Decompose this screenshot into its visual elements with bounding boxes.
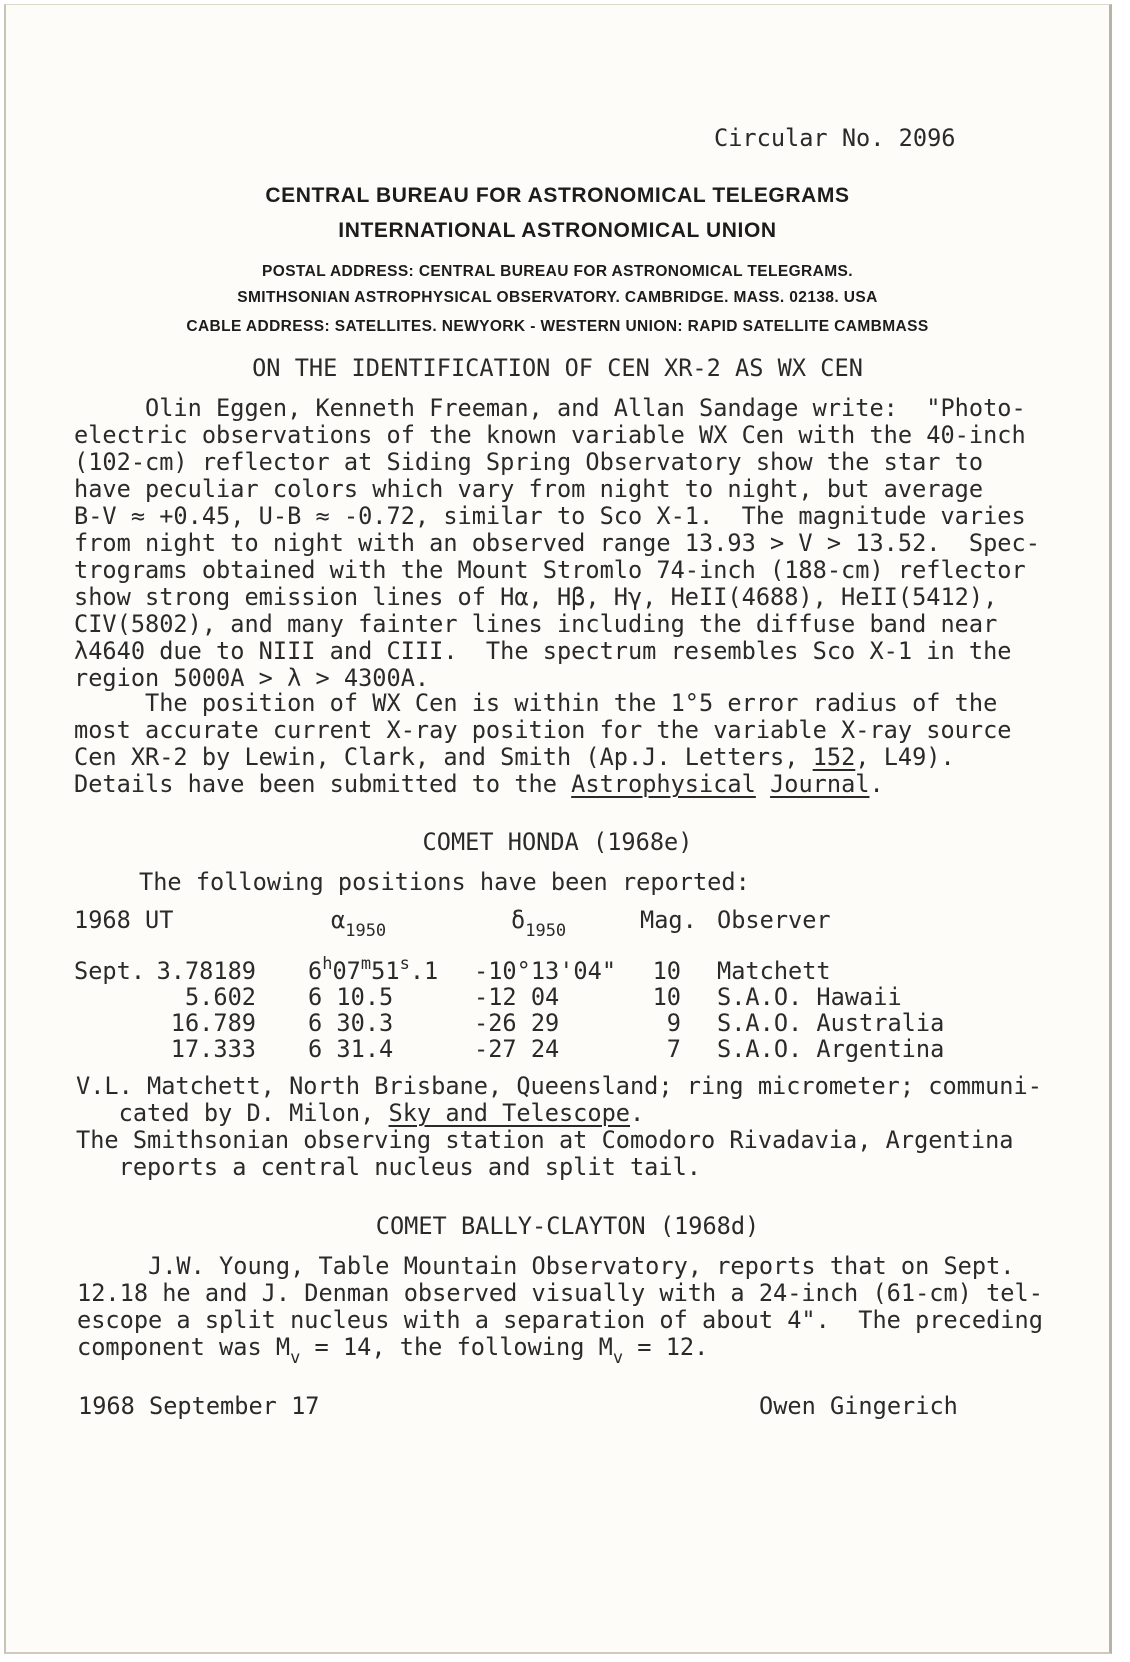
- ra-minutes: 07: [332, 957, 361, 985]
- union-title: INTERNATIONAL ASTRONOMICAL UNION: [338, 219, 777, 242]
- text-run: , L49).: [855, 743, 955, 771]
- cell-observer: Matchett: [717, 957, 831, 985]
- cell-observer: S.A.O. Hawaii: [717, 983, 902, 1011]
- postal-address-line2: SMITHSONIAN ASTROPHYSICAL OBSERVATORY. CAMBRIDGE. MASS. 02138. USA: [237, 289, 878, 306]
- text-line: have peculiar colors which vary from night to night, but average: [74, 475, 984, 503]
- section-heading-cen-xr2: ON THE IDENTIFICATION OF CEN XR-2 AS WX CEN: [252, 354, 863, 382]
- header-dec: [511, 906, 567, 941]
- text-line: trograms obtained with the Mount Stromlo 74-inch (188-cm) reflector: [74, 556, 1026, 584]
- cell-ra: 6 30.3: [308, 1009, 394, 1037]
- text-run: .: [630, 1099, 645, 1127]
- note-matchett: V.L. Matchett, North Brisbane, Queensland; ring micrometer; communi-: [76, 1072, 1042, 1100]
- text-line: show strong emission lines of Hα, Hβ, Hγ, HeII(4688), HeII(5412),: [74, 583, 998, 611]
- cell-mag: 10: [652, 983, 681, 1011]
- cell-observer: S.A.O. Australia: [717, 1009, 945, 1037]
- publication-title: Sky and Telescope: [388, 1099, 630, 1127]
- text-line: The position of WX Cen is within the 1°5 error radius of the: [74, 689, 998, 717]
- ra-epoch: 1950: [345, 921, 387, 941]
- text-line: electric observations of the known variable WX Cen with the 40-inch: [74, 421, 1026, 449]
- ra-seconds-unit: s: [399, 954, 410, 974]
- text-line: most accurate current X-ray position for the variable X-ray source: [74, 716, 1012, 744]
- cell-ra: 6 10.5: [308, 983, 394, 1011]
- subscript-v: v: [290, 1348, 301, 1368]
- text-line: B-V ≈ +0.45, U-B ≈ -0.72, similar to Sco X-1. The magnitude varies: [74, 502, 1026, 530]
- text-run: = 12.: [623, 1333, 709, 1361]
- cell-observer: S.A.O. Argentina: [717, 1035, 945, 1063]
- text-line: (102-cm) reflector at Siding Spring Observatory show the star to: [74, 448, 984, 476]
- section-heading-bally-clayton: COMET BALLY-CLAYTON (1968d): [375, 1212, 760, 1240]
- text-line: J.W. Young, Table Mountain Observatory, reports that on Sept.: [77, 1252, 1015, 1280]
- cable-address: CABLE ADDRESS: SATELLITES. NEWYORK - WESTERN UNION: RAPID SATELLITE CAMBMASS: [186, 318, 929, 335]
- text-run: Details have been submitted to the: [74, 770, 572, 798]
- alpha-symbol: α: [331, 906, 346, 934]
- postal-address-line1: POSTAL ADDRESS: CENTRAL BUREAU FOR ASTRONOMICAL TELEGRAMS.: [262, 263, 853, 280]
- text-run: .: [869, 770, 884, 798]
- cell-dec: -12 04: [474, 983, 560, 1011]
- editor-signature: Owen Gingerich: [759, 1392, 958, 1420]
- cell-day: 16.789: [170, 1009, 256, 1037]
- header-date: 1968 UT: [74, 906, 174, 934]
- issue-date: 1968 September 17: [78, 1392, 320, 1420]
- positions-intro: The following positions have been reported:: [139, 868, 750, 896]
- cell-dec: -26 29: [474, 1009, 560, 1037]
- ra-minutes-unit: m: [360, 954, 372, 974]
- cell-month: Sept.: [74, 957, 146, 985]
- text-line: [74, 744, 1012, 771]
- ra-fraction: .1: [409, 957, 439, 985]
- honda-notes: [76, 1073, 1042, 1181]
- cell-mag: 7: [666, 1035, 681, 1063]
- text-line: [74, 771, 1012, 798]
- cell-mag: 9: [666, 1009, 681, 1037]
- ra-seconds: 51: [371, 957, 400, 985]
- bureau-title: CENTRAL BUREAU FOR ASTRONOMICAL TELEGRAMS: [265, 184, 850, 207]
- cell-day: 17.333: [170, 1035, 256, 1063]
- journal-title-part2: Journal: [770, 770, 870, 798]
- delta-symbol: δ: [511, 906, 526, 934]
- section-heading-comet-honda: COMET HONDA (1968e): [422, 828, 693, 856]
- text-line: 12.18 he and J. Denman observed visually with a 24-inch (61-cm) tel-: [77, 1279, 1043, 1307]
- circular-page: [4, 4, 1112, 1654]
- volume-number: 152: [812, 743, 856, 771]
- dec-epoch: 1950: [525, 921, 567, 941]
- header-mag: Mag.: [640, 906, 697, 934]
- text-run: component was M: [77, 1333, 291, 1361]
- ra-hours-unit: h: [322, 954, 333, 974]
- cell-ra: 6 31.4: [308, 1035, 394, 1063]
- text-run: Cen XR-2 by Lewin, Clark, and Smith (Ap.J. Letters,: [74, 743, 813, 771]
- subscript-v: v: [612, 1348, 624, 1368]
- note-smithsonian: The Smithsonian observing station at Comodoro Rivadavia, Argentina: [76, 1126, 1014, 1154]
- cell-day: 5.602: [184, 983, 256, 1011]
- text-line: region 5000A > λ > 4300A.: [74, 664, 430, 692]
- note-matchett-cont: [76, 1100, 1042, 1127]
- paragraph-position: [74, 690, 1012, 798]
- header-ra: [331, 906, 387, 941]
- text-line: λ4640 due to NIII and CIII. The spectrum resembles Sco X-1 in the: [74, 637, 1012, 665]
- paragraph-eggen: [74, 395, 1040, 692]
- text-run: cated by D. Milon,: [76, 1099, 389, 1127]
- header-observer: Observer: [717, 906, 831, 934]
- circular-number: Circular No. 2096: [714, 124, 956, 152]
- cell-dec: -27 24: [474, 1035, 560, 1063]
- cell-mag: 10: [652, 957, 681, 985]
- ra-hours: 6: [308, 957, 323, 985]
- text-line: from night to night with an observed range 13.93 > V > 13.52. Spec-: [74, 529, 1040, 557]
- cell-dec: -10°13'04": [474, 957, 617, 985]
- text-line: [77, 1333, 1043, 1368]
- paragraph-young: [77, 1252, 1043, 1368]
- text-line: CIV(5802), and many fainter lines including the diffuse band near: [74, 610, 998, 638]
- text-line: escope a split nucleus with a separation of about 4". The preceding: [77, 1306, 1043, 1334]
- note-smithsonian-cont: reports a central nucleus and split tail.: [76, 1153, 702, 1181]
- positions-table: [6, 907, 1109, 1067]
- cell-day: 3.78189: [156, 957, 256, 985]
- journal-title-part1: Astrophysical: [571, 770, 756, 798]
- text-line: Olin Eggen, Kenneth Freeman, and Allan Sandage write: "Photo-: [74, 394, 1026, 422]
- text-run: = 14, the following M: [300, 1333, 613, 1361]
